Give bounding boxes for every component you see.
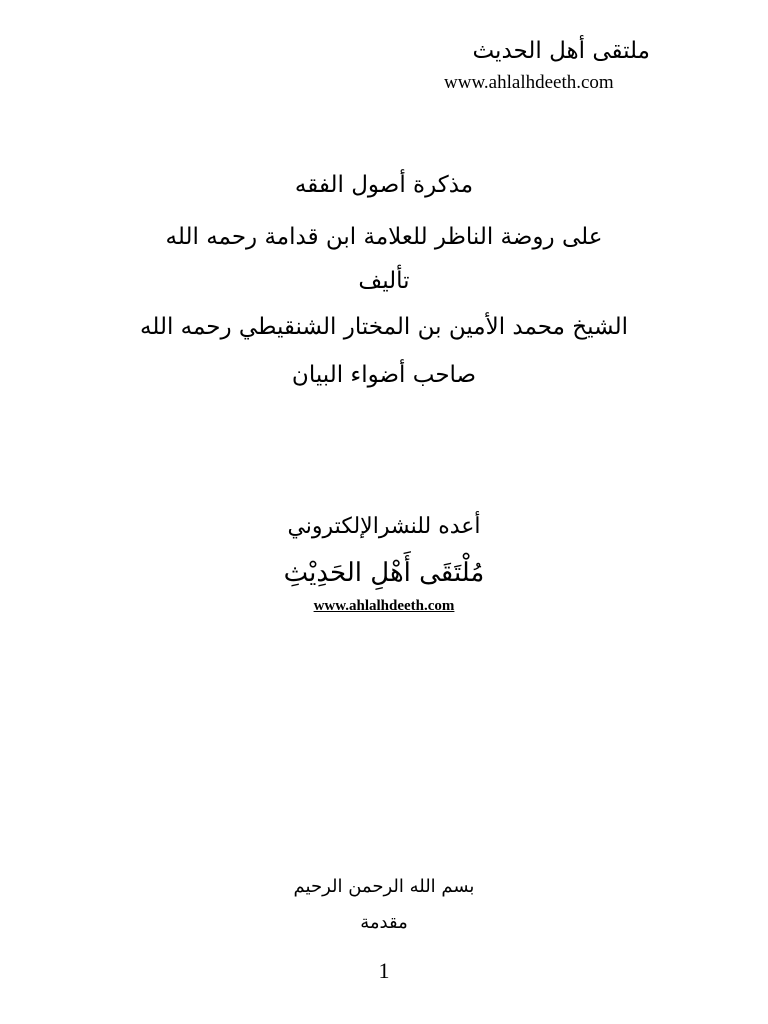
page-number: 1	[378, 958, 390, 983]
author-epithet: صاحب أضواء البيان	[291, 362, 477, 388]
book-subtitle: على روضة الناظر للعلامة ابن قدامة رحمه الله	[165, 224, 603, 250]
header-forum-title: ملتقى أهل الحديث	[472, 38, 650, 64]
publisher-forum-name: مُلْتَقَى أَهْلِ الحَدِيْثِ	[283, 558, 485, 588]
book-title: مذكرة أصول الفقه	[294, 172, 474, 198]
authorship-label: تأليف	[358, 268, 410, 294]
prepared-by-label: أعده للنشرالإلكتروني	[287, 514, 481, 539]
author-name: الشيخ محمد الأمين بن المختار الشنقيطي رحمه الله	[140, 314, 628, 340]
header-forum-url: www.ahlalhdeeth.com	[444, 72, 614, 93]
basmala: بسم الله الرحمن الرحيم	[293, 876, 475, 897]
section-heading-introduction: مقدمة	[360, 912, 408, 933]
publisher-forum-link[interactable]: www.ahlalhdeeth.com	[313, 598, 455, 614]
